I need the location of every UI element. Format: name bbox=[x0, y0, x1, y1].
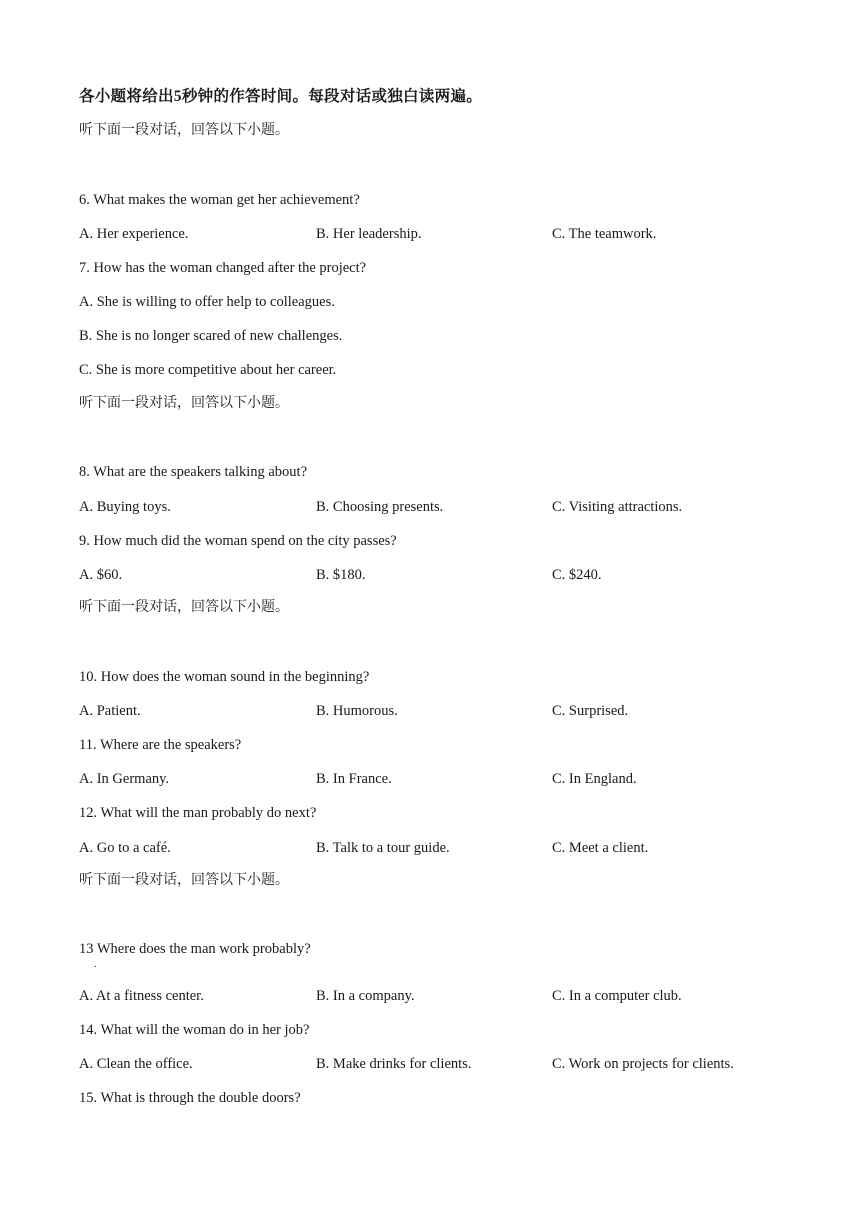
question-7-stem: 7. How has the woman changed after the project? bbox=[79, 260, 367, 276]
question-6-option-c: C. The teamwork. bbox=[552, 226, 657, 242]
stray-mark: . bbox=[94, 959, 97, 970]
question-8-option-a: A. Buying toys. bbox=[79, 499, 171, 515]
question-8-stem: 8. What are the speakers talking about? bbox=[79, 464, 308, 480]
section-instructions: 各小题将给出5秒钟的作答时间。每段对话或独白读两遍。 bbox=[79, 88, 483, 105]
dialogue-instruction: 听下面一段对话，回答以下小题。 bbox=[79, 873, 289, 888]
question-13-option-c: C. In a computer club. bbox=[552, 988, 682, 1004]
question-10-option-c: C. Surprised. bbox=[552, 703, 629, 719]
question-12-option-b: B. Talk to a tour guide. bbox=[316, 840, 450, 856]
question-9-option-c: C. $240. bbox=[552, 567, 602, 583]
question-12-option-a: A. Go to a café. bbox=[79, 840, 171, 856]
dialogue-instruction: 听下面一段对话，回答以下小题。 bbox=[79, 600, 289, 615]
question-14-option-b: B. Make drinks for clients. bbox=[316, 1056, 472, 1072]
question-9-option-b: B. $180. bbox=[316, 567, 366, 583]
question-6-stem: 6. What makes the woman get her achievement? bbox=[79, 192, 360, 208]
question-10-option-b: B. Humorous. bbox=[316, 703, 398, 719]
question-14-stem: 14. What will the woman do in her job? bbox=[79, 1022, 310, 1038]
question-14-option-c: C. Work on projects for clients. bbox=[552, 1056, 734, 1072]
question-9-stem: 9. How much did the woman spend on the city passes? bbox=[79, 533, 397, 549]
question-13-option-a: A. At a fitness center. bbox=[79, 988, 204, 1004]
question-12-option-c: C. Meet a client. bbox=[552, 840, 649, 856]
question-12-stem: 12. What will the man probably do next? bbox=[79, 805, 317, 821]
question-10-stem: 10. How does the woman sound in the beginning? bbox=[79, 669, 370, 685]
question-13-stem: 13 Where does the man work probably? bbox=[79, 941, 311, 957]
question-8-option-c: C. Visiting attractions. bbox=[552, 499, 683, 515]
question-7-option-b: B. She is no longer scared of new challenges. bbox=[79, 328, 343, 344]
question-6-option-a: A. Her experience. bbox=[79, 226, 189, 242]
question-11-option-c: C. In England. bbox=[552, 771, 637, 787]
question-11-option-b: B. In France. bbox=[316, 771, 392, 787]
question-15-stem: 15. What is through the double doors? bbox=[79, 1090, 301, 1106]
question-14-option-a: A. Clean the office. bbox=[79, 1056, 193, 1072]
question-13-option-b: B. In a company. bbox=[316, 988, 415, 1004]
question-9-option-a: A. $60. bbox=[79, 567, 123, 583]
dialogue-instruction: 听下面一段对话，回答以下小题。 bbox=[79, 123, 289, 138]
question-10-option-a: A. Patient. bbox=[79, 703, 141, 719]
question-11-stem: 11. Where are the speakers? bbox=[79, 737, 242, 753]
question-6-option-b: B. Her leadership. bbox=[316, 226, 422, 242]
question-11-option-a: A. In Germany. bbox=[79, 771, 170, 787]
dialogue-instruction: 听下面一段对话，回答以下小题。 bbox=[79, 396, 289, 411]
question-7-option-c: C. She is more competitive about her career. bbox=[79, 362, 337, 378]
question-8-option-b: B. Choosing presents. bbox=[316, 499, 444, 515]
question-7-option-a: A. She is willing to offer help to colleagues. bbox=[79, 294, 335, 310]
